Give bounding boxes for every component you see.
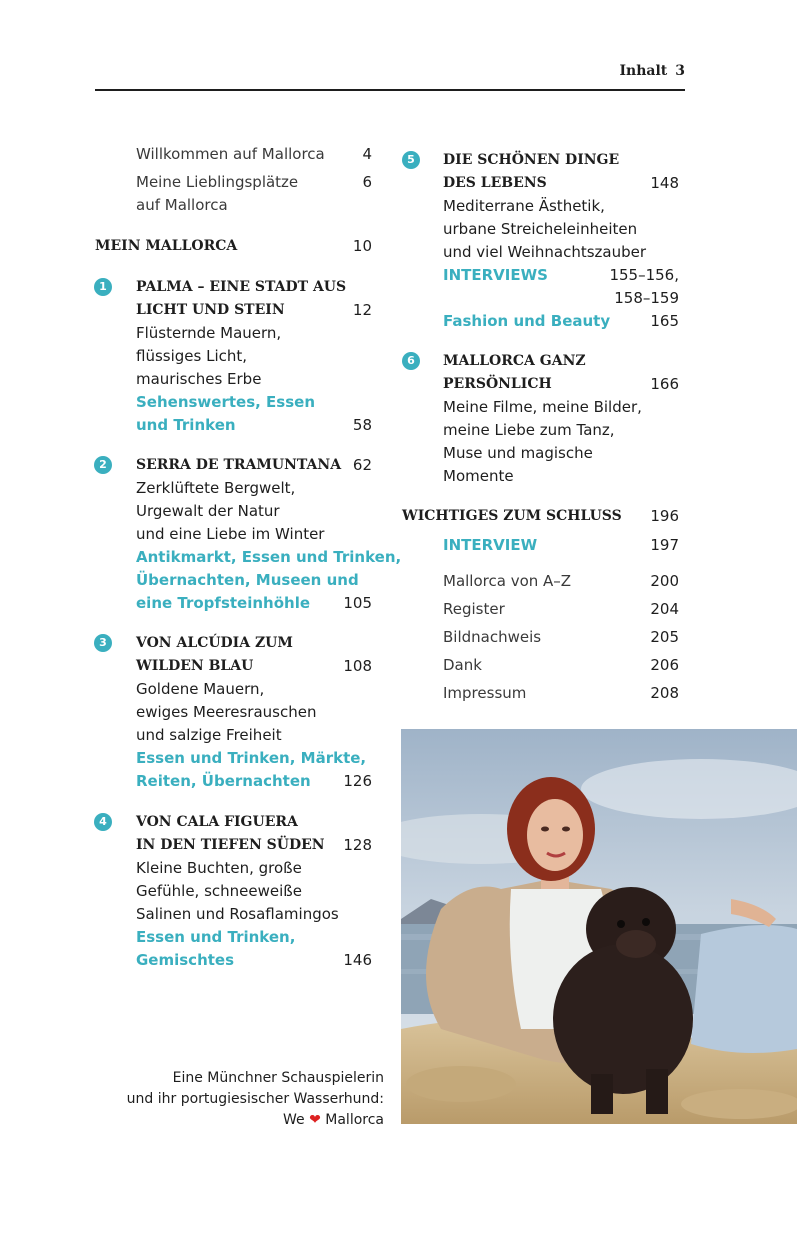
toc-page: 196 bbox=[650, 507, 679, 525]
toc-page: 128 bbox=[343, 836, 372, 854]
chapter-title: PERSÖNLICH bbox=[443, 376, 552, 392]
chapter-description: urbane Streicheleinheiten bbox=[443, 220, 638, 238]
chapter-highlight: Essen und Trinken, bbox=[136, 928, 296, 946]
toc-page: 126 bbox=[343, 772, 372, 790]
chapter-description: und salzige Freiheit bbox=[136, 726, 282, 744]
chapter-description: maurisches Erbe bbox=[136, 370, 262, 388]
toc-page: 6 bbox=[362, 173, 372, 191]
toc-entry: Mallorca von A–Z bbox=[443, 572, 572, 590]
page-header bbox=[95, 60, 685, 91]
chapter-description: Flüsternde Mauern, bbox=[136, 324, 282, 342]
chapter-title: VON CALA FIGUERA bbox=[136, 814, 298, 830]
chapter-description: Goldene Mauern, bbox=[136, 680, 265, 698]
chapter-highlight: Sehenswertes, Essen bbox=[136, 393, 316, 411]
chapter-title: LICHT UND STEIN bbox=[136, 302, 285, 318]
caption-line: und ihr portugiesischer Wasserhund: bbox=[126, 1091, 384, 1107]
chapter-title: PALMA – EINE STADT AUS bbox=[136, 279, 347, 295]
chapter-number-badge: 5 bbox=[402, 151, 420, 169]
chapter-number-badge: 4 bbox=[94, 813, 112, 831]
chapter-highlight: Fashion und Beauty bbox=[443, 312, 611, 330]
toc-page: 204 bbox=[650, 600, 679, 618]
chapter-highlight: und Trinken bbox=[136, 416, 236, 434]
toc-page: 200 bbox=[650, 572, 679, 590]
chapter-description: Salinen und Rosaflamingos bbox=[136, 905, 339, 923]
toc-page: 206 bbox=[650, 656, 679, 674]
chapter-highlight: Gemischtes bbox=[136, 951, 235, 969]
photo-woman-with-dog bbox=[401, 729, 797, 1124]
toc-page: 146 bbox=[343, 951, 372, 969]
toc-page: 205 bbox=[650, 628, 679, 646]
chapter-title: WILDEN BLAU bbox=[136, 658, 254, 674]
toc-page: 165 bbox=[650, 312, 679, 330]
toc-page: 197 bbox=[650, 536, 679, 554]
caption-line bbox=[64, 1110, 384, 1131]
toc-entry: Register bbox=[443, 600, 505, 618]
caption-mallorca: Mallorca bbox=[325, 1112, 384, 1128]
chapter-highlight: Übernachten, Museen und bbox=[136, 571, 359, 589]
header-label bbox=[619, 63, 685, 79]
chapter-title: DES LEBENS bbox=[443, 175, 547, 191]
toc-page: 108 bbox=[343, 657, 372, 675]
toc-page: 166 bbox=[650, 375, 679, 393]
toc-page: 58 bbox=[352, 416, 372, 434]
chapter-title: DIE SCHÖNEN DINGE bbox=[443, 152, 620, 168]
photo-caption bbox=[64, 1068, 384, 1131]
section-title-wichtiges: WICHTIGES ZUM SCHLUSS bbox=[402, 508, 622, 524]
toc-page: 62 bbox=[352, 456, 372, 474]
heart-icon: ❤ bbox=[309, 1112, 321, 1128]
toc-entry: Dank bbox=[443, 656, 482, 674]
chapter-highlight: eine Tropfsteinhöhle bbox=[136, 594, 311, 612]
chapter-highlight-interviews: INTERVIEWS bbox=[443, 266, 548, 284]
chapter-description: Gefühle, schneeweiße bbox=[136, 882, 302, 900]
chapter-number-badge: 3 bbox=[94, 634, 112, 652]
toc-page: 208 bbox=[650, 684, 679, 702]
chapter-highlight: Reiten, Übernachten bbox=[136, 772, 311, 790]
chapter-number-badge: 2 bbox=[94, 456, 112, 474]
chapter-title: VON ALCÚDIA ZUM bbox=[136, 635, 293, 651]
chapter-description: Momente bbox=[443, 467, 514, 485]
chapter-description: Urgewalt der Natur bbox=[136, 502, 280, 520]
chapter-title: MALLORCA GANZ bbox=[443, 353, 586, 369]
toc-page: 148 bbox=[650, 174, 679, 192]
toc-entry: Bildnachweis bbox=[443, 628, 542, 646]
chapter-description: ewiges Meeresrauschen bbox=[136, 703, 317, 721]
header-title: Inhalt bbox=[619, 63, 668, 79]
toc-page: 12 bbox=[352, 301, 372, 319]
toc-page: 105 bbox=[343, 594, 372, 612]
chapter-number-badge: 1 bbox=[94, 278, 112, 296]
toc-entry-willkommen: Willkommen auf Mallorca bbox=[136, 145, 325, 163]
toc-page: 155–156, bbox=[609, 266, 679, 284]
chapter-description: Mediterrane Ästhetik, bbox=[443, 197, 605, 215]
toc-entry-lieblingsplaetze-2: auf Mallorca bbox=[136, 196, 228, 214]
chapter-description: Muse und magische bbox=[443, 444, 593, 462]
chapter-description: Meine Filme, meine Bilder, bbox=[443, 398, 642, 416]
toc-entry: Impressum bbox=[443, 684, 527, 702]
caption-line: Eine Münchner Schauspielerin bbox=[172, 1070, 384, 1086]
chapter-highlight: Antikmarkt, Essen und Trinken, bbox=[136, 548, 402, 566]
chapter-title: SERRA DE TRAMUNTANA bbox=[136, 457, 342, 473]
chapter-description: meine Liebe zum Tanz, bbox=[443, 421, 615, 439]
chapter-description: und eine Liebe im Winter bbox=[136, 525, 325, 543]
chapter-description: flüssiges Licht, bbox=[136, 347, 248, 365]
toc-page: 158–159 bbox=[614, 289, 679, 307]
chapter-description: Zerklüftete Bergwelt, bbox=[136, 479, 296, 497]
chapter-description: Kleine Buchten, große bbox=[136, 859, 302, 877]
chapter-title: IN DEN TIEFEN SÜDEN bbox=[136, 837, 325, 853]
header-page-number: 3 bbox=[675, 63, 685, 79]
caption-we: We bbox=[282, 1112, 305, 1128]
section-highlight-interview: INTERVIEW bbox=[443, 536, 538, 554]
toc-entry-lieblingsplaetze: Meine Lieblingsplätze bbox=[136, 173, 299, 191]
chapter-number-badge: 6 bbox=[402, 352, 420, 370]
toc-page: 4 bbox=[362, 145, 372, 163]
section-title-mein-mallorca: MEIN MALLORCA bbox=[95, 238, 238, 254]
chapter-highlight: Essen und Trinken, Märkte, bbox=[136, 749, 367, 767]
chapter-description: und viel Weihnachtszauber bbox=[443, 243, 647, 261]
toc-page: 10 bbox=[352, 237, 372, 255]
